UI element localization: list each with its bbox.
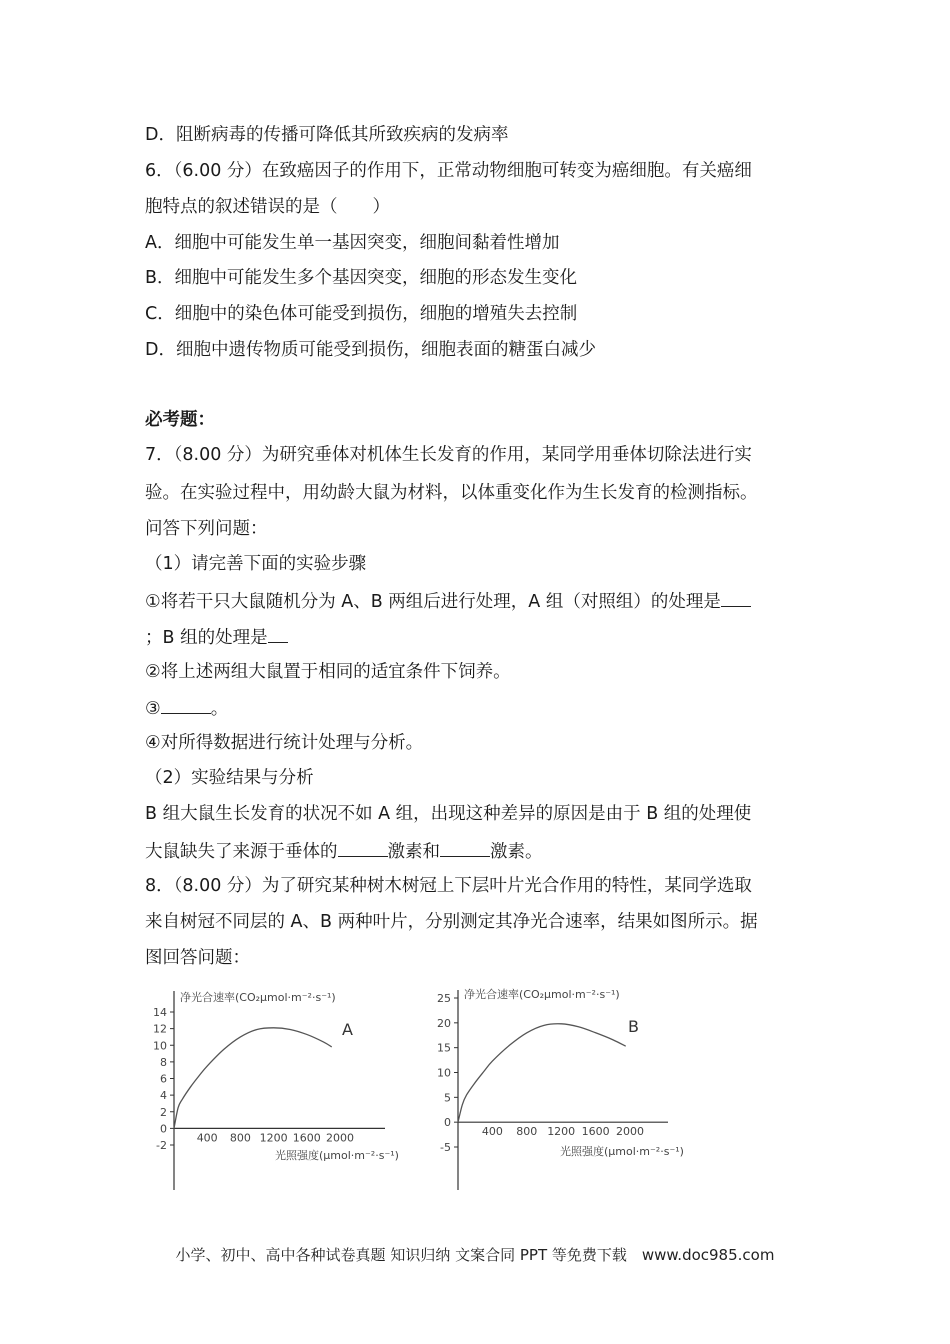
chart-label: A [342, 1020, 353, 1039]
step3-suffix: 。 [210, 699, 229, 719]
answer-blank[interactable] [161, 695, 211, 714]
question-7-step3 [145, 695, 228, 721]
chart-label: B [628, 1017, 639, 1036]
question-7-step1 [145, 588, 751, 614]
question-7-part1-title: （1）请完善下面的实验步骤 [145, 554, 367, 574]
question-8-stem: 8．（8.00 分）为了研究某种树木树冠上下层叶片光合作用的特性，某同学选取 [145, 876, 752, 896]
question-6-option-a: A．细胞中可能发生单一基因突变，细胞间黏着性增加 [145, 233, 560, 253]
chart-b [420, 980, 720, 1195]
section-title: 必考题： [145, 410, 215, 430]
y-tick-label: 8 [160, 1055, 167, 1069]
y-axis-title: 净光合速率(CO₂μmol·m⁻²·s⁻¹) [464, 988, 620, 1001]
y-tick-label: 25 [437, 992, 451, 1005]
x-tick-label: 1600 [292, 1131, 321, 1145]
y-tick-label: 5 [444, 1091, 451, 1105]
y-tick-label: 6 [160, 1072, 167, 1086]
footer: 小学、初中、高中各种试卷真题 知识归纳 文案合同 PPT 等免费下载 www.doc985.com [175, 1246, 775, 1264]
question-6-option-d: D．细胞中遗传物质可能受到损伤，细胞表面的糖蛋白减少 [145, 340, 596, 360]
y-tick-label: -2 [156, 1139, 167, 1152]
y-tick-label: 14 [153, 1006, 167, 1019]
question-7-stem: 7．（8.00 分）为研究垂体对机体生长发育的作用，某同学用垂体切除法进行实 [145, 445, 752, 465]
question-6-stem: 6．（6.00 分）在致癌因子的作用下，正常动物细胞可转变为癌细胞。有关癌细 [145, 161, 752, 181]
result-text-b: 激素和 [387, 842, 440, 862]
step1-text: ①将若干只大鼠随机分为 A、B 两组后进行处理，A 组（对照组）的处理是 [145, 592, 721, 612]
y-tick-label: 12 [153, 1022, 167, 1036]
question-7-result-cont [145, 838, 543, 864]
question-8-stem-end: 图回答问题： [145, 948, 250, 968]
step1b-text: ；B 组的处理是 [145, 628, 268, 648]
x-tick-label: 400 [481, 1125, 503, 1139]
chart-a [140, 985, 430, 1195]
y-axis-title: 净光合速率(CO₂μmol·m⁻²·s⁻¹) [180, 991, 336, 1004]
result-text-a: 大鼠缺失了来源于垂体的 [145, 842, 338, 862]
question-7-part2-title: （2）实验结果与分析 [145, 768, 314, 788]
question-7-stem-end: 问答下列问题： [145, 519, 268, 539]
result-text-c: 激素。 [490, 842, 543, 862]
x-tick-label: 2000 [326, 1131, 354, 1145]
y-tick-label: 15 [437, 1041, 451, 1055]
question-7-stem-cont: 验。在实验过程中，用幼龄大鼠为材料，以体重变化作为生长发育的检测指标。 [145, 483, 758, 503]
answer-blank[interactable] [721, 588, 751, 607]
series-line [174, 1028, 332, 1129]
series-line [458, 1024, 626, 1122]
question-7-result: B 组大鼠生长发育的状况不如 A 组，出现这种差异的原因是由于 B 组的处理使 [145, 804, 752, 824]
y-tick-label: 0 [444, 1116, 451, 1130]
question-6-stem-cont: 胞特点的叙述错误的是（ ） [145, 197, 390, 217]
answer-blank[interactable] [440, 838, 490, 857]
question-7-step4: ④对所得数据进行统计处理与分析。 [145, 733, 424, 753]
step3-prefix: ③ [145, 699, 161, 719]
x-tick-label: 1200 [259, 1131, 288, 1145]
x-tick-label: 1200 [547, 1125, 576, 1139]
answer-blank[interactable] [338, 838, 388, 857]
x-axis-title: 光照强度(μmol·m⁻²·s⁻¹) [560, 1145, 684, 1158]
x-tick-label: 400 [196, 1131, 218, 1145]
y-tick-label: 0 [160, 1122, 167, 1136]
x-tick-label: 800 [229, 1131, 251, 1145]
x-axis-title: 光照强度(μmol·m⁻²·s⁻¹) [275, 1149, 399, 1162]
y-tick-label: 10 [437, 1066, 451, 1080]
question-5-option-d: D．阻断病毒的传播可降低其所致疾病的发病率 [145, 125, 509, 145]
x-tick-label: 1600 [581, 1125, 610, 1139]
question-8-stem-cont: 来自树冠不同层的 A、B 两种叶片，分别测定其净光合速率，结果如图所示。据 [145, 912, 758, 932]
x-tick-label: 2000 [616, 1125, 644, 1139]
y-tick-label: 20 [437, 1016, 451, 1030]
y-tick-label: 4 [160, 1089, 167, 1103]
question-7-step1-cont [145, 624, 288, 650]
question-7-step2: ②将上述两组大鼠置于相同的适宜条件下饲养。 [145, 662, 511, 682]
y-tick-label: 2 [160, 1105, 167, 1119]
x-tick-label: 800 [516, 1125, 538, 1139]
question-6-option-b: B．细胞中可能发生多个基因突变，细胞的形态发生变化 [145, 268, 578, 288]
y-tick-label: -5 [440, 1141, 451, 1154]
question-6-option-c: C．细胞中的染色体可能受到损伤，细胞的增殖失去控制 [145, 304, 578, 324]
answer-blank[interactable] [268, 624, 288, 643]
y-tick-label: 10 [153, 1039, 167, 1053]
